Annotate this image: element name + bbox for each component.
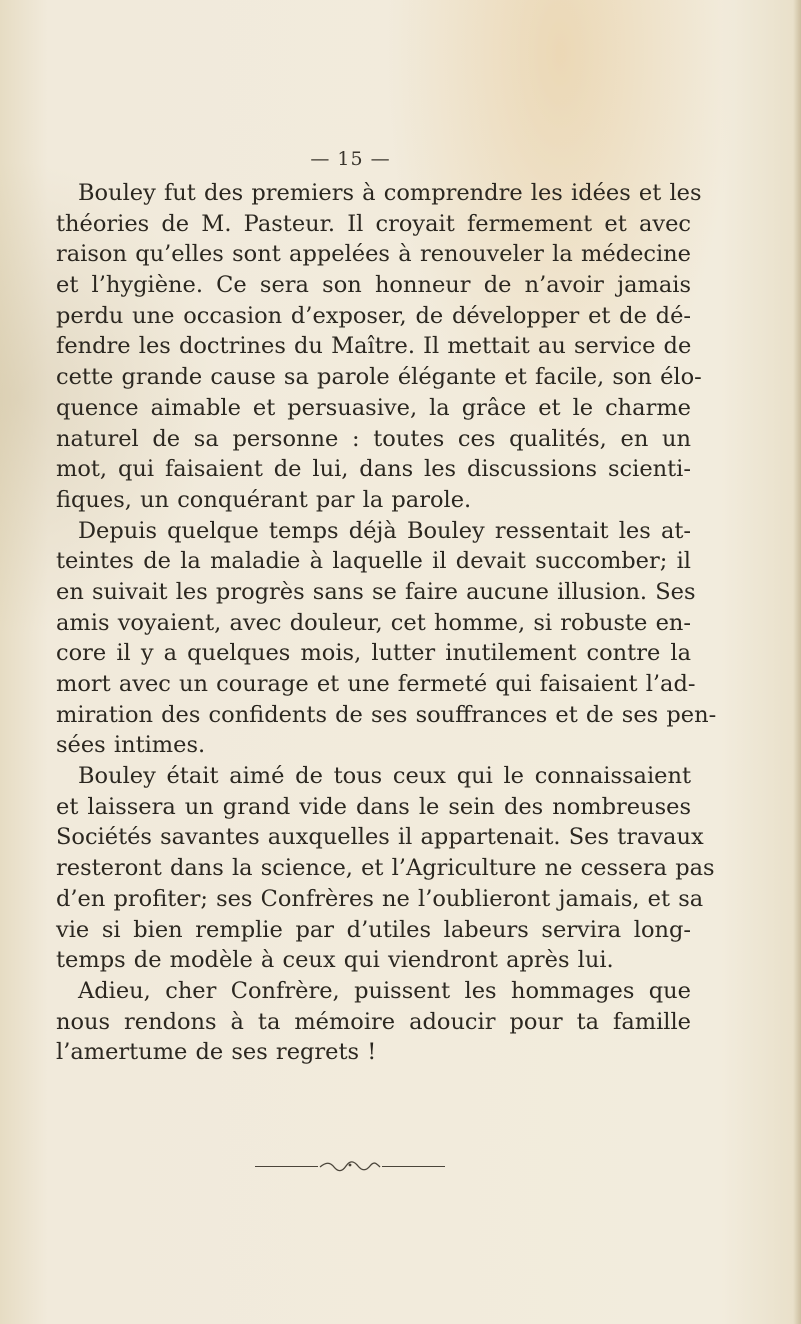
text-line: cette grande cause sa parole élégante et facile, son élo- xyxy=(56,364,702,391)
text-line: fendre les doctrines du Maître. Il mettait au service de xyxy=(56,333,692,360)
text-line: Bouley fut des premiers à comprendre les idées et les xyxy=(78,180,702,206)
text-line: Adieu, cher Confrère, puissent les hommages que xyxy=(78,977,691,1004)
text-line: Depuis quelque temps déjà Bouley ressentait les at- xyxy=(78,517,691,544)
text-line: fiques, un conquérant par la parole. xyxy=(56,486,472,513)
text-line: resteront dans la science, et l’Agriculture ne cessera pas xyxy=(56,855,715,882)
text-line: perdu une occasion d’exposer, de développer et de dé- xyxy=(56,302,691,329)
text-line: raison qu’elles sont appelées à renouveler la médecine xyxy=(56,241,691,268)
text-line: teintes de la maladie à laquelle il devait succomber; il xyxy=(56,548,691,575)
divider-rule-right xyxy=(382,1166,445,1167)
text-line: d’en profiter; ses Confrères ne l’oublieront jamais, et sa xyxy=(56,885,704,912)
text-line: et laissera un grand vide dans le sein des nombreuses xyxy=(56,793,691,820)
text-line: quence aimable et persuasive, la grâce et le charme xyxy=(56,394,691,421)
page-edge-shadow xyxy=(793,0,801,1324)
text-line: temps de modèle à ceux qui viendront après lui. xyxy=(56,947,614,974)
body-text xyxy=(56,178,717,1068)
text-line: l’amertume de ses regrets ! xyxy=(56,1039,377,1066)
divider-rule-left xyxy=(255,1166,318,1167)
text-line: Sociétés savantes auxquelles il appartenait. Ses travaux xyxy=(56,824,704,851)
text-line: mort avec un courage et une fermeté qui faisaient l’ad- xyxy=(56,671,696,697)
text-line: et l’hygiène. Ce sera son honneur de n’avoir jamais xyxy=(56,272,691,299)
flourish-icon xyxy=(318,1160,382,1172)
text-line: théories de M. Pasteur. Il croyait fermement et avec xyxy=(56,210,691,237)
text-line: vie si bien remplie par d’utiles labeurs servira long- xyxy=(56,916,691,943)
page-number: — 15 — xyxy=(310,148,391,170)
text-line: mot, qui faisaient de lui, dans les discussions scienti- xyxy=(56,456,691,483)
text-line: miration des confidents de ses souffrances et de ses pen- xyxy=(56,701,717,728)
text-line: en suivait les progrès sans se faire aucune illusion. Ses xyxy=(56,578,696,605)
text-line: core il y a quelques mois, lutter inutilement contre la xyxy=(56,640,691,667)
flourish-divider-icon xyxy=(255,1160,445,1172)
text-line: amis voyaient, avec douleur, cet homme, si robuste en- xyxy=(56,609,691,636)
text-line: nous rendons à ta mémoire adoucir pour ta famille xyxy=(56,1008,691,1035)
text-line: Bouley était aimé de tous ceux qui le connaissaient xyxy=(78,763,691,790)
text-line: sées intimes. xyxy=(56,732,206,759)
text-line: naturel de sa personne : toutes ces qualités, en un xyxy=(56,425,691,452)
